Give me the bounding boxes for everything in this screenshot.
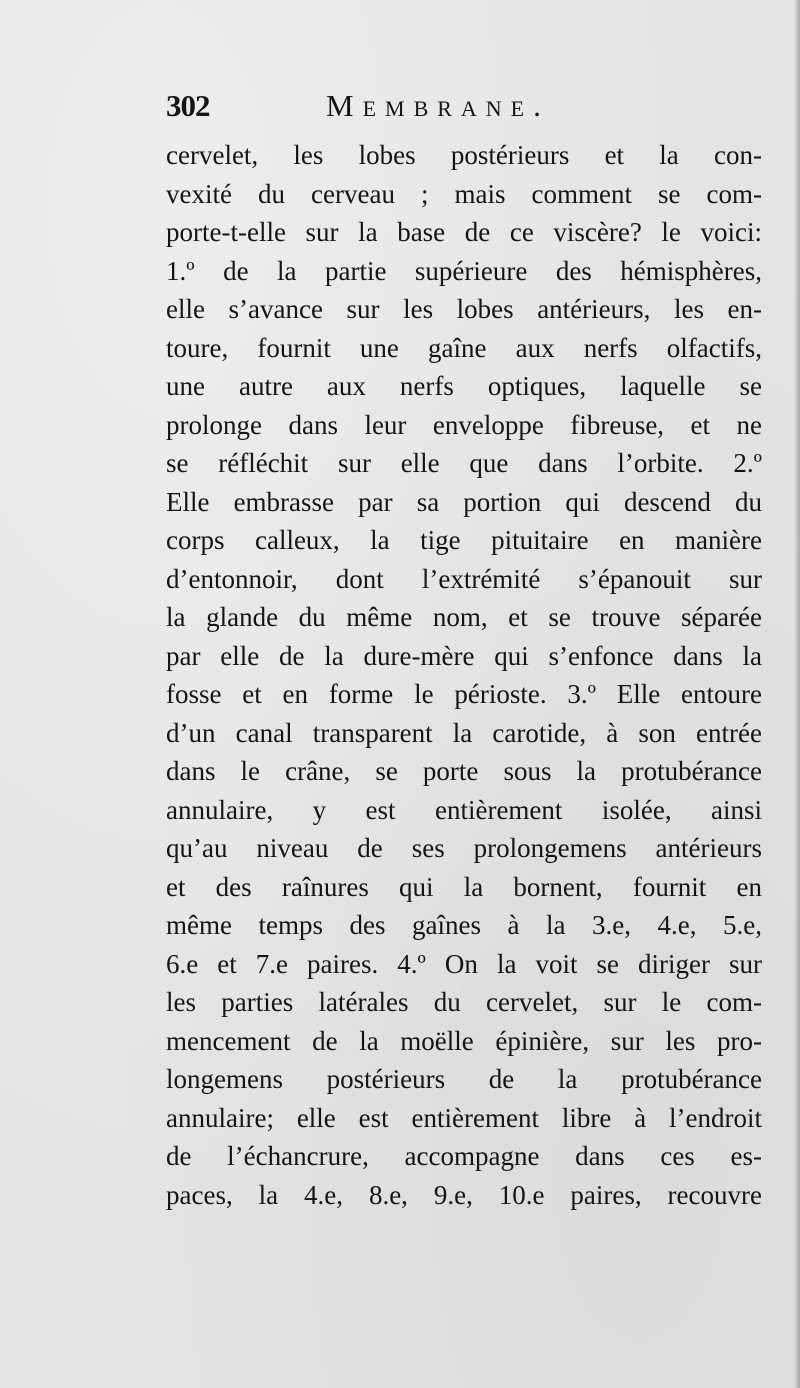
text-line: elle s’avance sur les lobes antérieurs, les en- [166,294,762,324]
text-line: vexité du cerveau ; mais comment se com- [166,178,762,209]
page-number: 302 [166,88,210,123]
text-line: paces, la 4.e, 8.e, 9.e, 10.e paires, recouvre [166,1179,762,1210]
text-line: même temps des gaînes à la 3.e, 4.e, 5.e, [166,910,762,940]
text-line: d’un canal transparent la carotide, à son entrée [166,717,762,748]
text-line: qu’au niveau de ses prolongemens antérieurs [166,833,762,863]
text-line: fosse et en forme le périoste. 3.º Elle entoure [166,679,762,709]
text-line: les parties latérales du cervelet, sur le com- [166,987,762,1017]
text-line: annulaire, y est entièrement isolée, ainsi [166,794,762,825]
text-line: par elle de la dure-mère qui s’enfonce dans la [166,640,762,671]
text-line: et des raînures qui la bornent, fournit en [166,871,762,902]
text-line: cervelet, les lobes postérieurs et la con- [166,140,762,170]
text-line: 1.º de la partie supérieure des hémisphères, [166,255,762,286]
text-line: dans le crâne, se porte sous la protubérance [166,756,762,786]
running-title: Membrane. [326,88,550,123]
text-line: 6.e et 7.e paires. 4.º On la voit se diriger sur [166,948,762,979]
text-line: de l’échancrure, accompagne dans ces es- [166,1141,762,1171]
text-line: une autre aux nerfs optiques, laquelle se [166,371,762,401]
body-text [166,136,762,1214]
text-line: porte-t-elle sur la base de ce viscère? le voici: [166,217,762,247]
text-line: mencement de la moëlle épinière, sur les pro- [166,1025,762,1056]
text-line: longemens postérieurs de la protubérance [166,1064,762,1094]
text-line: la glande du même nom, et se trouve séparée [166,602,762,632]
text-line: corps calleux, la tige pituitaire en manière [166,525,762,555]
running-head [166,88,766,128]
text-line: se réfléchit sur elle que dans l’orbite. 2.º [166,448,762,478]
text-line: toure, fournit une gaîne aux nerfs olfactifs, [166,332,762,363]
text-line: Elle embrasse par sa portion qui descend du [166,486,762,517]
text-line: prolonge dans leur enveloppe fibreuse, et ne [166,409,762,440]
text-line: d’entonnoir, dont l’extrémité s’épanouit sur [166,563,762,594]
text-line: annulaire; elle est entièrement libre à l’endroit [166,1102,762,1133]
